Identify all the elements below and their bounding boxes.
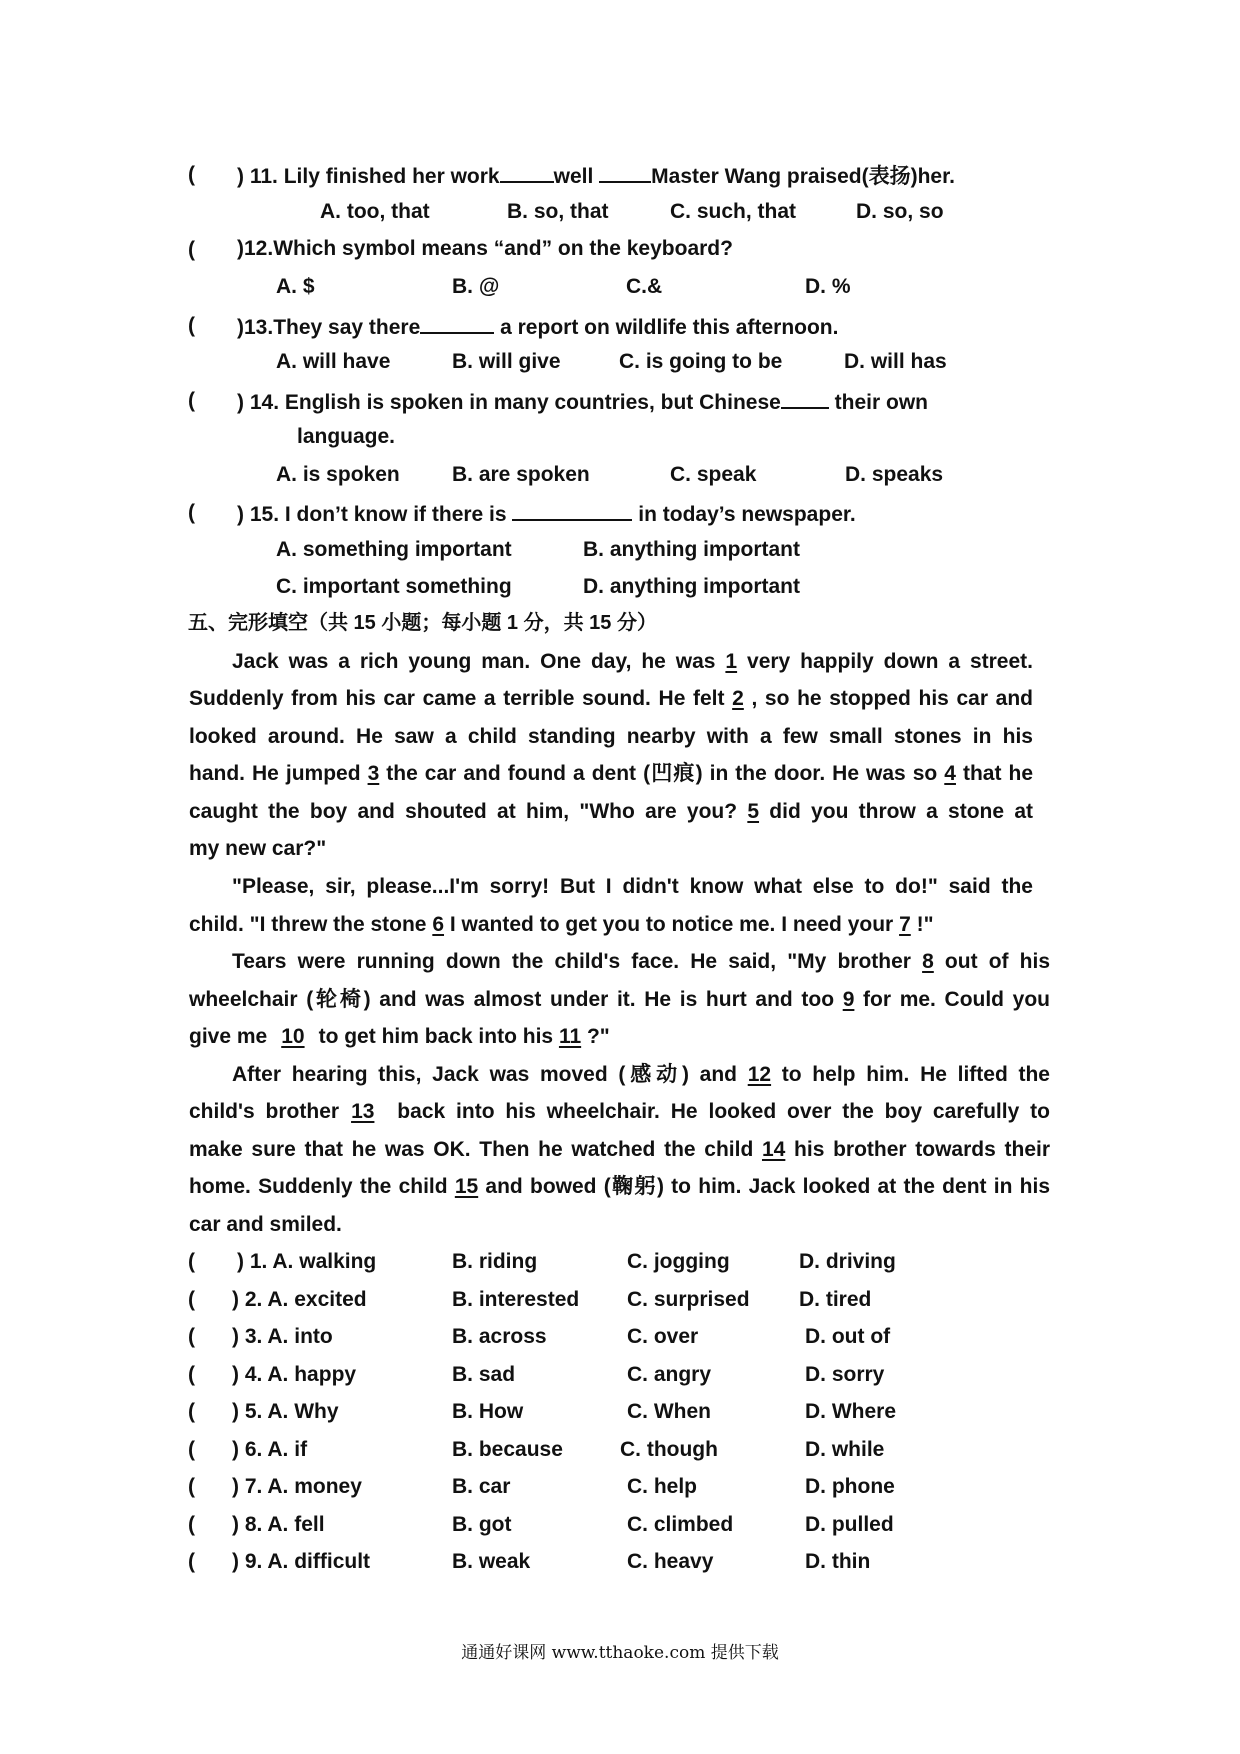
option-d: D. tired — [799, 1288, 872, 1311]
option-a: ) 3. A. into — [232, 1325, 333, 1348]
option-a: ) 6. A. if — [232, 1438, 308, 1461]
answer-paren: ( — [188, 1325, 195, 1348]
passage-line: child's brother 13 back into his wheelchair. He looked over the boy carefully to — [189, 1100, 1050, 1123]
option-b: B. @ — [452, 275, 500, 298]
option-b: B. riding — [452, 1250, 538, 1273]
option-a: ) 5. A. Why — [232, 1400, 339, 1423]
answer-paren: ( — [188, 1250, 195, 1273]
passage-line: child. "I threw the stone 6 I wanted to get you to notice me. I need your 7 !" — [189, 913, 934, 936]
option-a: A. something important — [276, 538, 512, 561]
option-b: B. so, that — [507, 200, 609, 223]
option-b: B. weak — [452, 1550, 531, 1573]
answer-paren: ( — [188, 501, 195, 524]
option-c: C. surprised — [627, 1288, 750, 1311]
option-c: C. over — [627, 1325, 699, 1348]
option-a: A. is spoken — [276, 463, 400, 486]
answer-paren: ( — [188, 389, 195, 412]
passage-line: hand. He jumped 3 the car and found a dent (凹痕) in the door. He was so 4 that he — [189, 762, 1034, 785]
option-c: C. is going to be — [619, 350, 783, 373]
option-d: D. so, so — [856, 200, 944, 223]
option-d: D. % — [805, 275, 851, 298]
blank-number: 7 — [899, 913, 911, 936]
option-b: B. are spoken — [452, 463, 590, 486]
answer-paren: ( — [188, 238, 195, 261]
option-c: C. speak — [670, 463, 757, 486]
option-a: ) 7. A. money — [232, 1475, 362, 1498]
blank-number: 3 — [367, 762, 380, 785]
option-d: D. Where — [805, 1400, 897, 1423]
passage-line: give me 10 to get him back into his 11 ?" — [189, 1025, 610, 1048]
blank-number: 10 — [281, 1025, 305, 1048]
answer-paren: ( — [188, 1400, 195, 1423]
passage-line: caught the boy and shouted at him, "Who are you? 5 did you throw a stone at — [189, 800, 1033, 823]
option-c: C. jogging — [627, 1250, 730, 1273]
option-c: C. climbed — [627, 1513, 734, 1536]
option-a: ) 2. A. excited — [232, 1288, 367, 1311]
blank-number: 15 — [454, 1175, 479, 1198]
option-c: C. such, that — [670, 200, 797, 223]
option-c: C.& — [626, 275, 663, 298]
blank-number: 11 — [558, 1025, 582, 1048]
option-c: C. important something — [276, 575, 512, 598]
passage-line: "Please, sir, please...I'm sorry! But I didn't know what else to do!" said the — [232, 875, 1033, 898]
passage-line: After hearing this, Jack was moved (感动) and 12 to help him. He lifted the — [232, 1063, 1050, 1086]
passage-line: Jack was a rich young man. One day, he was 1 very happily down a street. — [232, 650, 1033, 673]
option-d: D. thin — [805, 1550, 871, 1573]
option-d: D. pulled — [805, 1513, 894, 1536]
answer-paren: ( — [188, 1288, 195, 1311]
answer-blank — [599, 163, 651, 183]
option-d: D. will has — [844, 350, 947, 373]
option-a: A. too, that — [320, 200, 430, 223]
answer-paren: ( — [188, 314, 195, 337]
option-a: A. $ — [276, 275, 315, 298]
question-stem: ) 11. Lily finished her work well Master Wang praised(表扬)her. — [237, 165, 955, 188]
passage-line: make sure that he was OK. Then he watched the child 14 his brother towards their — [189, 1138, 1051, 1161]
question-stem-continued: language. — [297, 425, 396, 448]
blank-number: 6 — [432, 913, 445, 936]
option-b: B. car — [452, 1475, 511, 1498]
blank-number: 4 — [944, 762, 956, 785]
blank-number: 12 — [747, 1063, 772, 1086]
page-footer: 通通好课网 www.tthaoke.com 提供下载 — [461, 1643, 779, 1663]
passage-line: looked around. He saw a child standing nearby with a few small stones in his — [189, 725, 1033, 748]
passage-line: wheelchair (轮椅) and was almost under it. He is hurt and too 9 for me. Could you — [189, 988, 1050, 1011]
answer-blank — [781, 389, 829, 409]
blank-number: 8 — [922, 950, 934, 973]
option-a: ) 4. A. happy — [232, 1363, 357, 1386]
blank-number: 5 — [747, 800, 760, 823]
option-b: B. will give — [452, 350, 561, 373]
option-b: B. across — [452, 1325, 547, 1348]
question-stem: ) 15. I don’t know if there is in today’s newspaper. — [237, 503, 856, 526]
option-a: ) 9. A. difficult — [232, 1550, 371, 1573]
passage-line: Suddenly from his car came a terrible sound. He felt 2 , so he stopped his car and — [189, 687, 1033, 710]
option-d: D. sorry — [805, 1363, 885, 1386]
question-stem: )13.They say there a report on wildlife this afternoon. — [237, 316, 839, 339]
question-stem: ) 14. English is spoken in many countries, but Chinese their own — [237, 391, 929, 414]
option-b: B. because — [452, 1438, 563, 1461]
option-c: C. though — [620, 1438, 718, 1461]
answer-blank — [420, 314, 494, 334]
answer-paren: ( — [188, 1438, 195, 1461]
question-stem: )12.Which symbol means “and” on the keyboard? — [237, 237, 733, 260]
blank-number: 1 — [725, 650, 738, 673]
blank-number: 13 — [351, 1100, 375, 1123]
option-d: D. while — [805, 1438, 885, 1461]
blank-number: 9 — [842, 988, 855, 1011]
option-a: ) 1. A. walking — [237, 1250, 377, 1273]
answer-paren: ( — [188, 1550, 195, 1573]
blank-number: 14 — [761, 1138, 786, 1161]
option-b: B. got — [452, 1513, 512, 1536]
passage-line: home. Suddenly the child 15 and bowed (鞠躬) to him. Jack looked at the dent in his — [189, 1175, 1050, 1198]
option-c: C. angry — [627, 1363, 712, 1386]
option-d: D. anything important — [583, 575, 800, 598]
answer-paren: ( — [188, 1363, 195, 1386]
answer-paren: ( — [188, 163, 195, 186]
option-a: A. will have — [276, 350, 391, 373]
option-c: C. help — [627, 1475, 698, 1498]
section-title: 五、完形填空（共 15 小题；每小题 1 分，共 15 分） — [188, 612, 657, 634]
answer-paren: ( — [188, 1475, 195, 1498]
passage-line: my new car?" — [189, 837, 327, 860]
option-b: B. anything important — [583, 538, 800, 561]
option-c: C. When — [627, 1400, 711, 1423]
option-c: C. heavy — [627, 1550, 714, 1573]
option-b: B. How — [452, 1400, 524, 1423]
option-d: D. speaks — [845, 463, 944, 486]
answer-blank — [500, 163, 554, 183]
option-b: B. interested — [452, 1288, 580, 1311]
option-d: D. out of — [805, 1325, 891, 1348]
blank-number: 2 — [732, 687, 744, 710]
passage-line: Tears were running down the child's face. He said, "My brother 8 out of his — [232, 950, 1050, 973]
option-b: B. sad — [452, 1363, 516, 1386]
option-a: ) 8. A. fell — [232, 1513, 325, 1536]
option-d: D. driving — [799, 1250, 896, 1273]
option-d: D. phone — [805, 1475, 895, 1498]
answer-blank — [512, 501, 632, 521]
passage-line: car and smiled. — [189, 1213, 342, 1236]
answer-paren: ( — [188, 1513, 195, 1536]
